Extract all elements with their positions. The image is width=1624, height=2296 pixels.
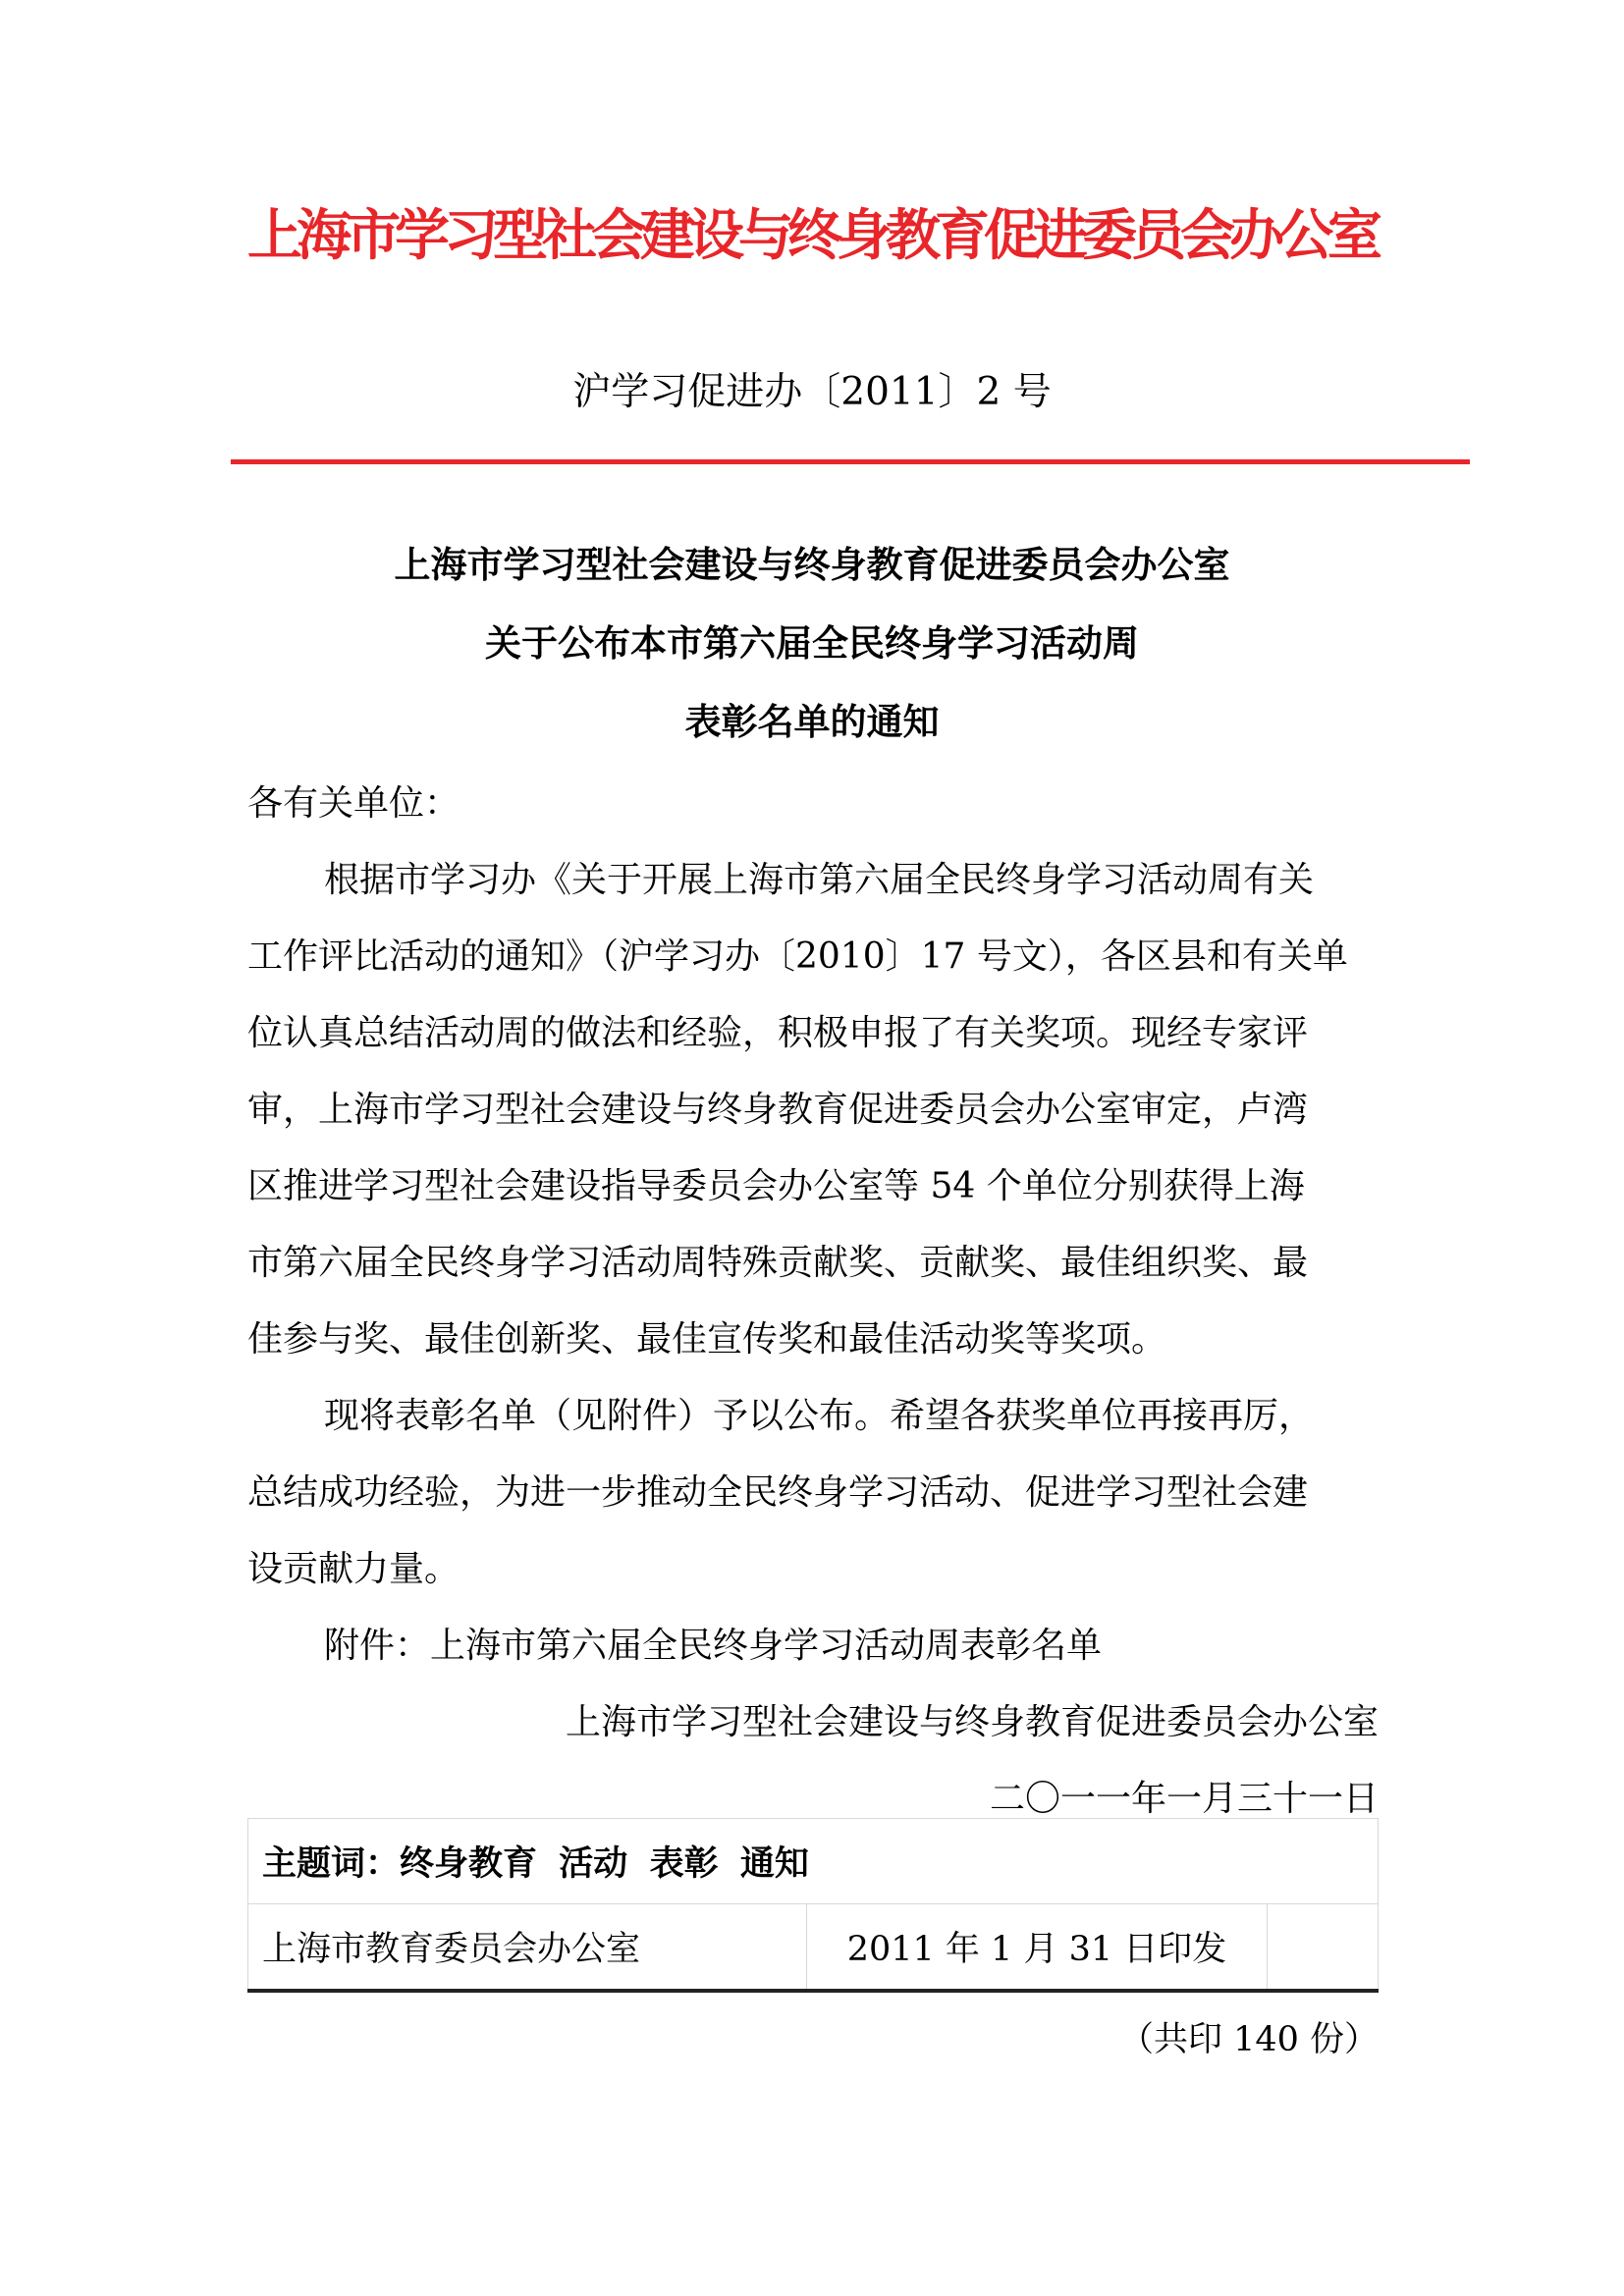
keywords-row	[248, 1819, 1379, 1904]
notice-title-line-3: 表彰名单的通知	[684, 701, 940, 743]
para1-line: 区推进学习型社会建设指导委员会办公室等 54 个单位分别获得上海	[247, 1166, 1305, 1206]
notice-title	[177, 526, 1447, 762]
keyword: 通知	[739, 1844, 809, 1884]
para2-line: 总结成功经验，为进一步推动全民终身学习活动、促进学习型社会建	[247, 1472, 1309, 1513]
para1-line: 佳参与奖、最佳创新奖、最佳宣传奖和最佳活动奖等奖项。	[247, 1319, 1167, 1360]
keyword: 活动	[559, 1844, 628, 1884]
print-copies: （共印 140 份）	[1118, 2020, 1379, 2059]
salutation: 各有关单位：	[247, 783, 460, 824]
keyword: 表彰	[649, 1844, 719, 1884]
keyword: 终身教育	[400, 1844, 538, 1884]
notice-title-line-1: 上海市学习型社会建设与终身教育促进委员会办公室	[394, 544, 1230, 586]
red-divider-rule	[231, 459, 1470, 464]
issuer-cell: 上海市教育委员会办公室	[248, 1904, 807, 1992]
para1-line: 根据市学习办《关于开展上海市第六届全民终身学习活动周有关	[324, 860, 1315, 900]
notice-body	[247, 766, 1379, 1838]
keywords-cell	[248, 1819, 1379, 1904]
issuing-org-header: 上海市学习型社会建设与终身教育促进委员会办公室	[247, 203, 1377, 268]
issue-date: 二〇一一年一月三十一日	[989, 1779, 1379, 1819]
para2-line: 现将表彰名单（见附件）予以公布。希望各获奖单位再接再厉，	[324, 1396, 1315, 1436]
keywords-label: 主题词：	[262, 1844, 401, 1884]
para1-line: 审，上海市学习型社会建设与终身教育促进委员会办公室审定，卢湾	[247, 1090, 1309, 1130]
attachment-line: 附件：上海市第六届全民终身学习活动周表彰名单	[324, 1626, 1103, 1666]
para1-line: 市第六届全民终身学习活动周特殊贡献奖、贡献奖、最佳组织奖、最	[247, 1243, 1309, 1283]
para1-line: 位认真总结活动周的做法和经验，积极申报了有关奖项。现经专家评	[247, 1013, 1309, 1053]
issuer-row	[248, 1904, 1379, 1992]
document-number: 沪学习促进办〔2011〕2 号	[572, 370, 1052, 414]
document-footer-table	[247, 1818, 1379, 1993]
para1-line: 工作评比活动的通知》（沪学习办〔2010〕17 号文），各区县和有关单	[247, 936, 1348, 977]
empty-cell	[1268, 1904, 1379, 1992]
signature: 上海市学习型社会建设与终身教育促进委员会办公室	[565, 1702, 1379, 1742]
para2-line: 设贡献力量。	[247, 1549, 460, 1589]
notice-title-line-2: 关于公布本市第六届全民终身学习活动周	[485, 622, 1139, 665]
print-date-cell: 2011 年 1 月 31 日印发	[807, 1904, 1268, 1992]
